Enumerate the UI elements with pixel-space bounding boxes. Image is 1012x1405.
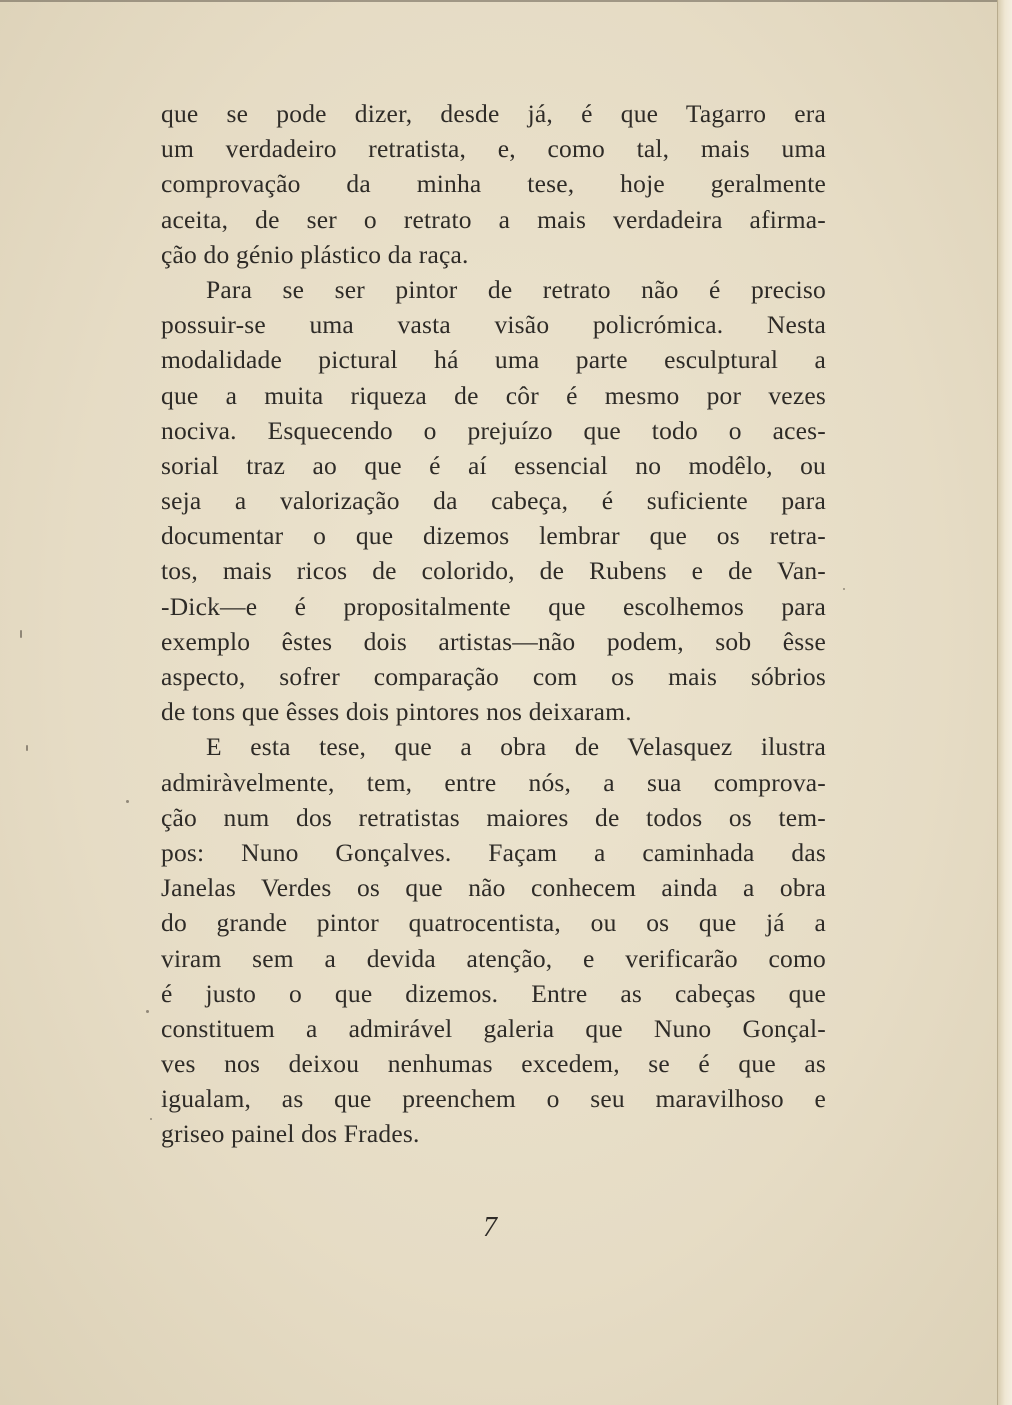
text-line-3: comprovação da minha tese, hoje geralmente — [161, 169, 826, 199]
text-line-5: ção do génio plástico da raça. — [161, 239, 469, 269]
text-line-11: sorial traz ao que é aí essencial no modêlo, ou — [161, 450, 826, 480]
text-line-6: Para se ser pintor de retrato não é preciso — [206, 274, 826, 304]
text-line-15: -Dick—e é propositalmente que escolhemos para — [161, 591, 826, 621]
text-line-16: exemplo êstes dois artistas—não podem, sob êsse — [161, 626, 826, 656]
text-line-10: nociva. Esquecendo o prejuízo que todo o aces- — [161, 415, 826, 445]
text-line-25: viram sem a devida atenção, e verificarão como — [161, 943, 826, 973]
text-line-30: griseo painel dos Frades. — [161, 1119, 420, 1149]
paper-speck — [146, 1010, 149, 1013]
text-line-23: Janelas Verdes os que não conhecem ainda a obra — [161, 873, 826, 903]
paper-speck — [150, 1118, 152, 1120]
text-line-2: um verdadeiro retratista, e, como tal, mais uma — [161, 134, 826, 164]
page-right-edge — [997, 0, 1012, 1405]
page-number: 7 — [483, 1212, 497, 1243]
text-line-19: E esta tese, que a obra de Velasquez ilustra — [206, 732, 826, 762]
text-line-1: que se pode dizer, desde já, é que Tagarro era — [161, 99, 826, 128]
paper-speck — [126, 800, 129, 803]
text-line-18: de tons que êsses dois pintores nos deixaram. — [161, 697, 632, 727]
page-top-edge — [0, 0, 1012, 2]
text-line-13: documentar o que dizemos lembrar que os retra- — [161, 521, 826, 551]
text-line-29: igualam, as que preenchem o seu maravilhoso e — [161, 1084, 826, 1114]
text-line-21: ção num dos retratistas maiores de todos os tem- — [161, 802, 826, 832]
paper-speck — [20, 630, 22, 638]
text-line-17: aspecto, sofrer comparação com os mais sóbrios — [161, 662, 826, 691]
text-line-22: pos: Nuno Gonçalves. Façam a caminhada das — [161, 837, 826, 867]
text-line-24: do grande pintor quatrocentista, ou os que já a — [161, 908, 826, 938]
text-line-7: possuir-se uma vasta visão policrómica. Nesta — [161, 310, 826, 340]
paper-speck — [26, 745, 28, 751]
body-text — [161, 96, 826, 1152]
text-line-8: modalidade pictural há uma parte esculptural a — [161, 345, 826, 375]
text-line-28: ves nos deixou nenhumas excedem, se é que as — [161, 1049, 826, 1079]
text-line-20: admiràvelmente, tem, entre nós, a sua comprova- — [161, 767, 826, 797]
text-line-9: que a muita riqueza de côr é mesmo por vezes — [161, 380, 826, 410]
text-line-27: constituem a admirável galeria que Nuno Gonçal- — [161, 1013, 826, 1043]
text-line-4: aceita, de ser o retrato a mais verdadeira afirma- — [161, 204, 826, 234]
text-line-14: tos, mais ricos de colorido, de Rubens e de Van- — [161, 556, 826, 586]
text-line-12: seja a valorização da cabeça, é suficiente para — [161, 486, 826, 516]
paper-speck — [843, 588, 845, 590]
text-line-26: é justo o que dizemos. Entre as cabeças que — [161, 978, 826, 1008]
